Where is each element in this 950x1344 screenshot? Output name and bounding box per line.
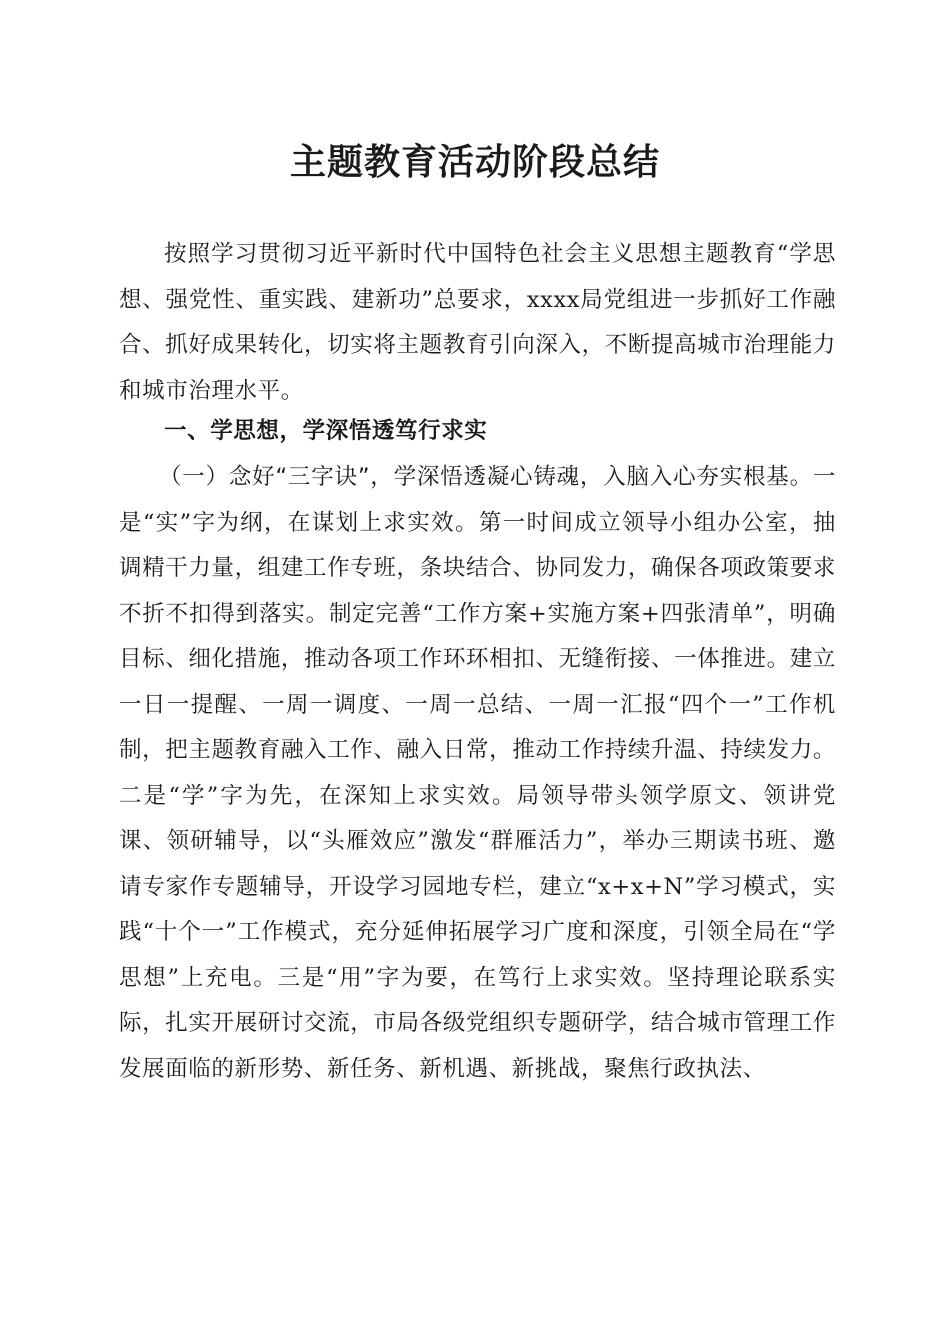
subsection-heading-1: （一）念好“三字诀”，学深悟透凝心铸魂，入脑入心夯实根基。 (159, 464, 813, 490)
section-1-paragraph-1 (119, 455, 836, 1092)
subsection-body-1: 一是“实”字为纲，在谋划上求实效。第一时间成立领导小组办公室，抽调精干力量，组建工作专班，条块结合、协同发力，确保各项政策要求不折不扣得到落实。制定完善“工作方案+实施方案+四张清单”，明确目标、细化措施，推动各项工作环环相扣、无缝衔接、一体推进。建立一日一提醒、一周一调度、一周一总结、一周一汇报“四个一”工作机制，把主题教育融入工作、融入日常，推动工作持续升温、持续发力。二是“学”字为先，在深知上求实效。局领导带头领学原文、领讲党课、领研辅导，以“头雁效应”激发“群雁活力”，举办三期读书班、邀请专家作专题辅导，开设学习园地专栏，建立“x+x+N”学习模式，实践“十个一”工作模式，充分延伸拓展学习广度和深度，引领全局在“学思想”上充电。三是“用”字为要，在笃行上求实效。坚持理论联系实际，扎实开展研讨交流，市局各级党组织专题研学，结合城市管理工作发展面临的新形势、新任务、新机遇、新挑战，聚焦行政执法、 (119, 464, 836, 1082)
section-heading-1: 一、学思想，学深悟透笃行求实 (164, 418, 488, 444)
intro-paragraph: 按照学习贯彻习近平新时代中国特色社会主义思想主题教育“学思想、强党性、重实践、建新功”总要求，xxxx局党组进一步抓好工作融合、抓好成果转化，切实将主题教育引向深入，不断提高城市治理能力和城市治理水平。 (119, 241, 836, 404)
document-title: 主题教育活动阶段总结 (289, 141, 660, 183)
